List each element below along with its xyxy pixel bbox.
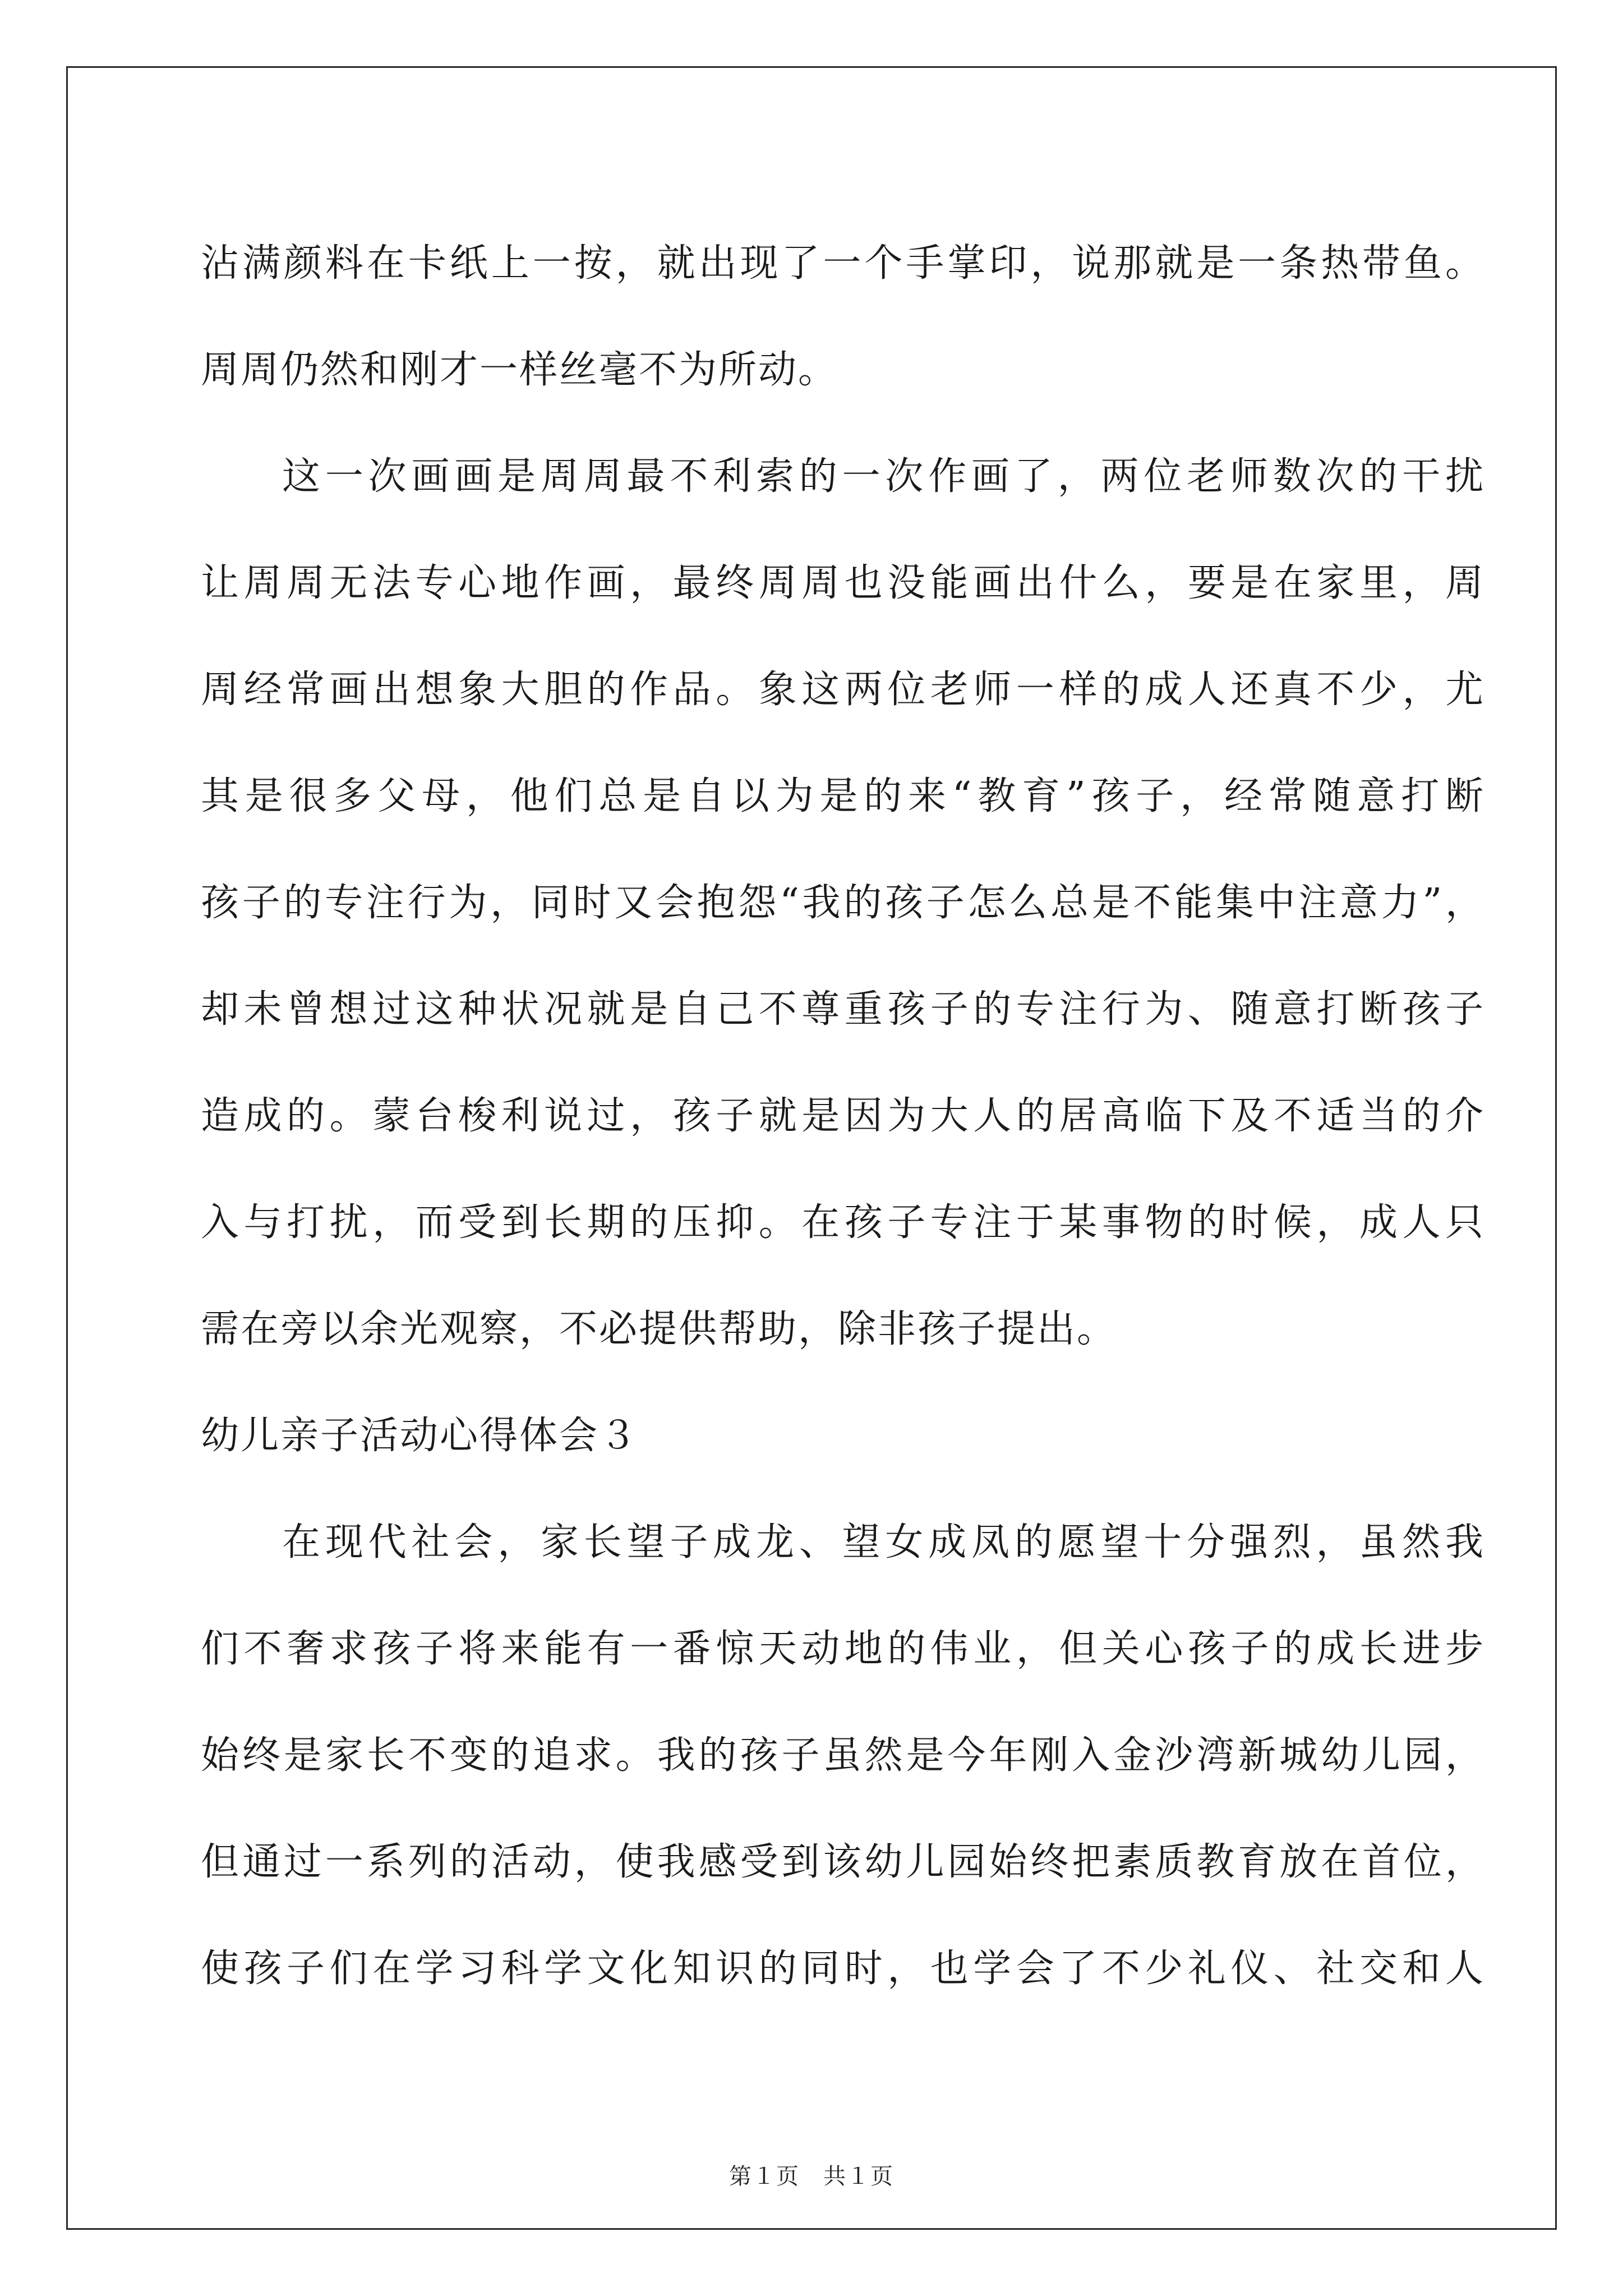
text-line: 却未曾想过这种状况就是自己不尊重孩子的专注行为、随意打断孩子 <box>201 987 1485 1032</box>
document-body <box>201 210 1485 2022</box>
text-line: 在现代社会，家长望子成龙、望女成凤的愿望十分强烈，虽然我 <box>282 1520 1485 1565</box>
text-line: 孩子的专注行为，同时又会抱怨“我的孩子怎么总是不能集中注意力”， <box>201 881 1485 925</box>
section-heading: 幼儿亲子活动心得体会３ <box>201 1414 639 1458</box>
paragraph-1 <box>201 210 1485 424</box>
text-line: 们不奢求孩子将来能有一番惊天动地的伟业，但关心孩子的成长进步 <box>201 1627 1485 1671</box>
text-line: 造成的。蒙台梭利说过，孩子就是因为大人的居高临下及不适当的介 <box>201 1094 1485 1138</box>
text-line: 使孩子们在学习科学文化知识的同时，也学会了不少礼仪、社交和人 <box>201 1947 1485 1991</box>
paragraph-2 <box>201 424 1485 1383</box>
text-line: 其是很多父母，他们总是自以为是的来“教育”孩子，经常随意打断 <box>201 774 1485 818</box>
text-line: 这一次画画是周周最不利索的一次作画了，两位老师数次的干扰 <box>282 454 1485 499</box>
text-line: 入与打扰，而受到长期的压抑。在孩子专注于某事物的时候，成人只 <box>201 1200 1485 1245</box>
page-number-footer: 第１页 共１页 <box>729 2164 894 2189</box>
paragraph-3 <box>201 1489 1485 2022</box>
text-line: 让周周无法专心地作画，最终周周也没能画出什么，要是在家里，周 <box>201 561 1485 605</box>
text-line: 但通过一系列的活动，使我感受到该幼儿园始终把素质教育放在首位， <box>201 1840 1485 1884</box>
text-line: 始终是家长不变的追求。我的孩子虽然是今年刚入金沙湾新城幼儿园， <box>201 1733 1485 1778</box>
text-line: 周周仍然和刚才一样丝毫不为所动。 <box>201 348 838 392</box>
text-line: 沾满颜料在卡纸上一按，就出现了一个手掌印，说那就是一条热带鱼。 <box>201 241 1485 286</box>
text-line: 周经常画出想象大胆的作品。象这两位老师一样的成人还真不少，尤 <box>201 668 1485 712</box>
text-line: 需在旁以余光观察，不必提供帮助，除非孩子提出。 <box>201 1307 1117 1351</box>
